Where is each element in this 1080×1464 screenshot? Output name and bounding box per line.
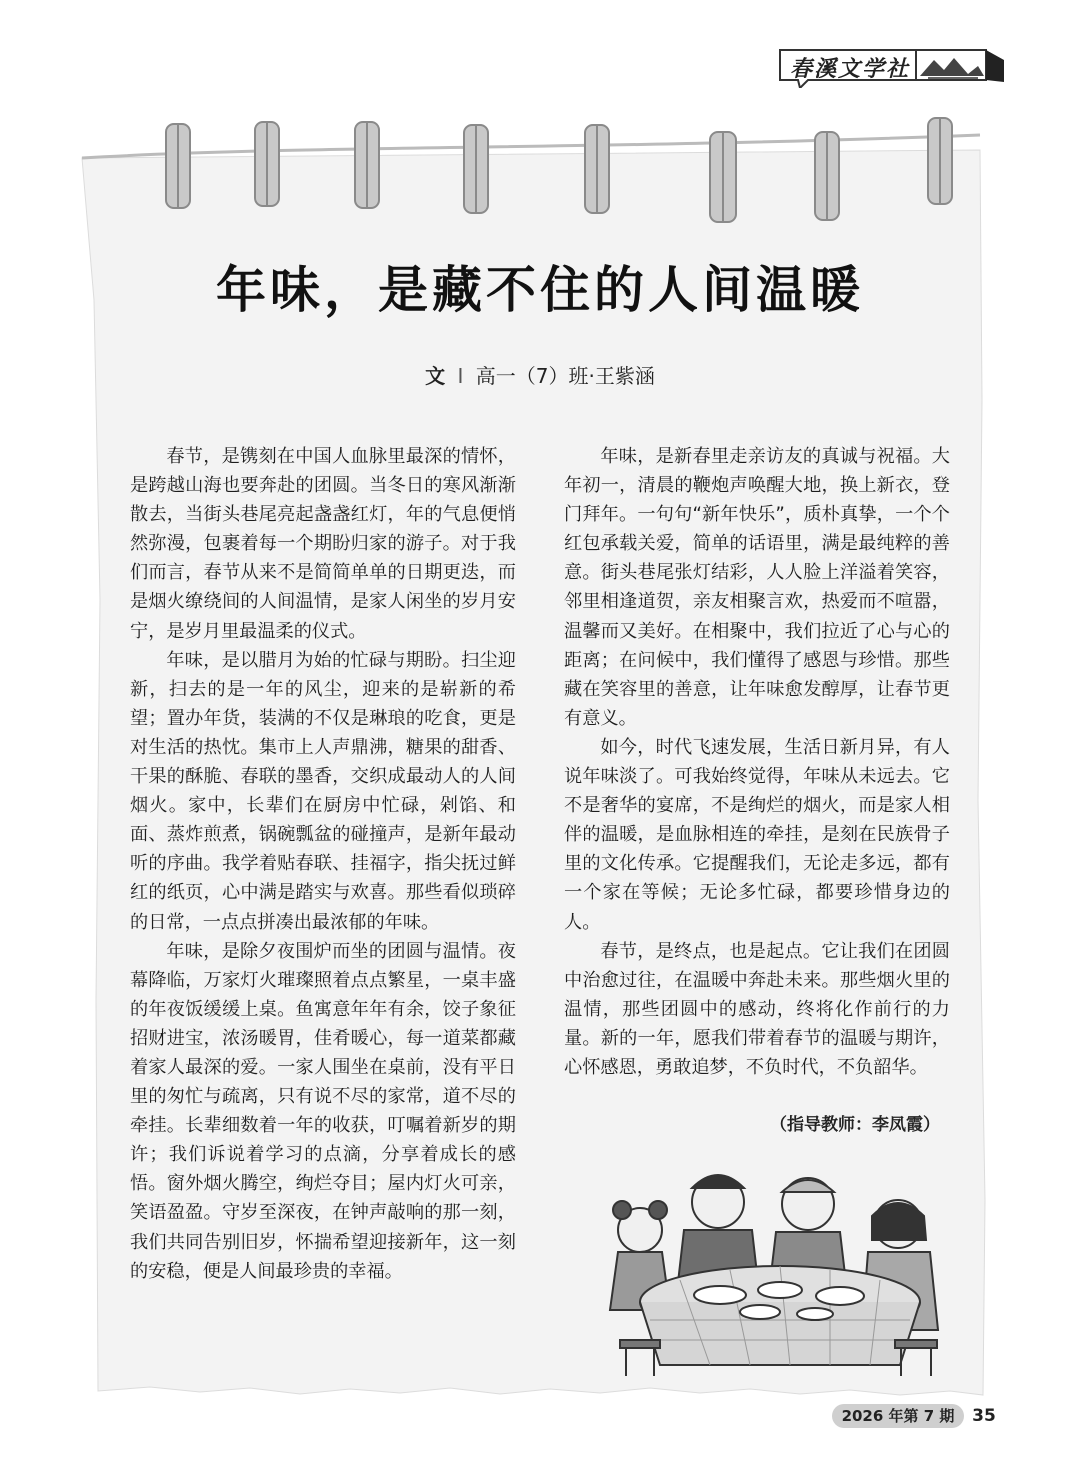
page-footer bbox=[832, 1404, 1004, 1428]
paragraph: 春节，是终点，也是起点。它让我们在团圆中治愈过往，在温暖中奔赴未来。那些烟火里的温情，那些团圆中的感动，终将化作前行的力量。新的一年，愿我们带着春节的温暖与期许，心怀感恩，勇敢追梦，不负时代，不负韶华。 bbox=[564, 940, 950, 1078]
column-tag bbox=[778, 48, 1004, 84]
byline-separator: I bbox=[457, 364, 464, 388]
clothespin-icon bbox=[815, 132, 839, 220]
article-title: 年味，是藏不住的人间温暖 bbox=[216, 261, 864, 319]
clothespin-icon bbox=[928, 118, 952, 204]
byline bbox=[0, 360, 1080, 389]
paragraph: 如今，时代飞速发展，生活日新月异，有人说年味淡了。可我始终觉得，年味从未远去。它不是奢华的宴席，不是绚烂的烟火，而是家人相伴的温暖，是血脉相连的牵挂，是刻在民族骨子里的文化传承。它提醒我们，无论走多远，都有一个家在等候；无论多忙碌，都要珍惜身边的人。 bbox=[564, 736, 950, 933]
paragraph: 年味，是新春里走亲访友的真诚与祝福。大年初一，清晨的鞭炮声唤醒大地，换上新衣，登门拜年。一句句“新年快乐”，质朴真挚，一个个红包承载关爱，简单的话语里，满是最纯粹的善意。街头巷尾张灯结彩，人人脸上洋溢着笑容，邻里相逢道贺，亲友相聚言欢，热爱而不喧嚣，温馨而又美好。在相聚中，我们拉近了心与心的距离；在问候中，我们懂得了感恩与珍惜。那些藏在笑容里的善意，让年味愈发醇厚，让春节更有意义。 bbox=[564, 446, 950, 729]
clothespin-icon bbox=[585, 125, 609, 213]
page-number: 35 bbox=[972, 1406, 996, 1426]
clothespin-icon bbox=[710, 132, 736, 222]
clothespin-icon bbox=[464, 125, 488, 213]
clothespin-icon bbox=[255, 122, 279, 206]
article-column-left bbox=[130, 442, 516, 1286]
clothesline bbox=[0, 0, 1080, 240]
clothespin-icon bbox=[355, 122, 379, 208]
byline-prefix: 文 bbox=[425, 364, 446, 388]
family-dinner-illustration bbox=[600, 1140, 960, 1380]
byline-author: 高一（7）班·王紫涵 bbox=[475, 364, 655, 388]
clothespin-icon bbox=[166, 124, 190, 208]
teacher-note: （指导教师：李凤霞） bbox=[770, 1115, 940, 1135]
paragraph: 年味，是以腊月为始的忙碌与期盼。扫尘迎新，扫去的是一年的风尘，迎来的是崭新的希望；置办年货，装满的不仅是琳琅的吃食，更是对生活的热忱。集市上人声鼎沸，糖果的甜香、干果的酥脆、春联的墨香，交织成最动人的人间烟火。家中，长辈们在厨房中忙碌，剁馅、和面、蒸炸煎煮，锅碗瓢盆的碰撞声，是新年最动听的序曲。我学着贴春联、挂福字，指尖抚过鲜红的纸页，心中满是踏实与欢喜。那些看似琐碎的日常，一点点拼凑出最浓郁的年味。 bbox=[130, 649, 516, 933]
issue-label: 2026 年第 7 期 bbox=[832, 1404, 964, 1428]
paragraph: 年味，是除夕夜围炉而坐的团圆与温情。夜幕降临，万家灯火璀璨照着点点繁星，一桌丰盛的年夜饭缓缓上桌。鱼寓意年年有余，饺子象征招财进宝，浓汤暖胃，佳肴暖心，每一道菜都藏着家人最深的爱。一家人围坐在桌前，没有平日里的匆忙与疏离，只有说不尽的家常，道不尽的牵挂。长辈细数着一年的收获，叮嘱着新岁的期许；我们诉说着学习的点滴，分享着成长的感悟。窗外烟火腾空，绚烂夺目；屋内灯火可亲，笑语盈盈。守岁至深夜，在钟声敲响的那一刻，我们共同告别旧岁，怀揣希望迎接新年，这一刻的安稳，便是人间最珍贵的幸福。 bbox=[130, 940, 516, 1282]
paragraph: 春节，是镌刻在中国人血脉里最深的情怀，是跨越山海也要奔赴的团圆。当冬日的寒风渐渐散去，当街头巷尾亮起盏盏红灯，年的气息便悄然弥漫，包裹着每一个期盼归家的游子。对于我们而言，春节从来不是简简单单的日期更迭，而是烟火缭绕间的人间温情，是家人闲坐的岁月安宁，是岁月里最温柔的仪式。 bbox=[130, 446, 516, 642]
column-name: 春溪文学社 bbox=[790, 56, 911, 82]
article-column-right bbox=[564, 442, 950, 1082]
